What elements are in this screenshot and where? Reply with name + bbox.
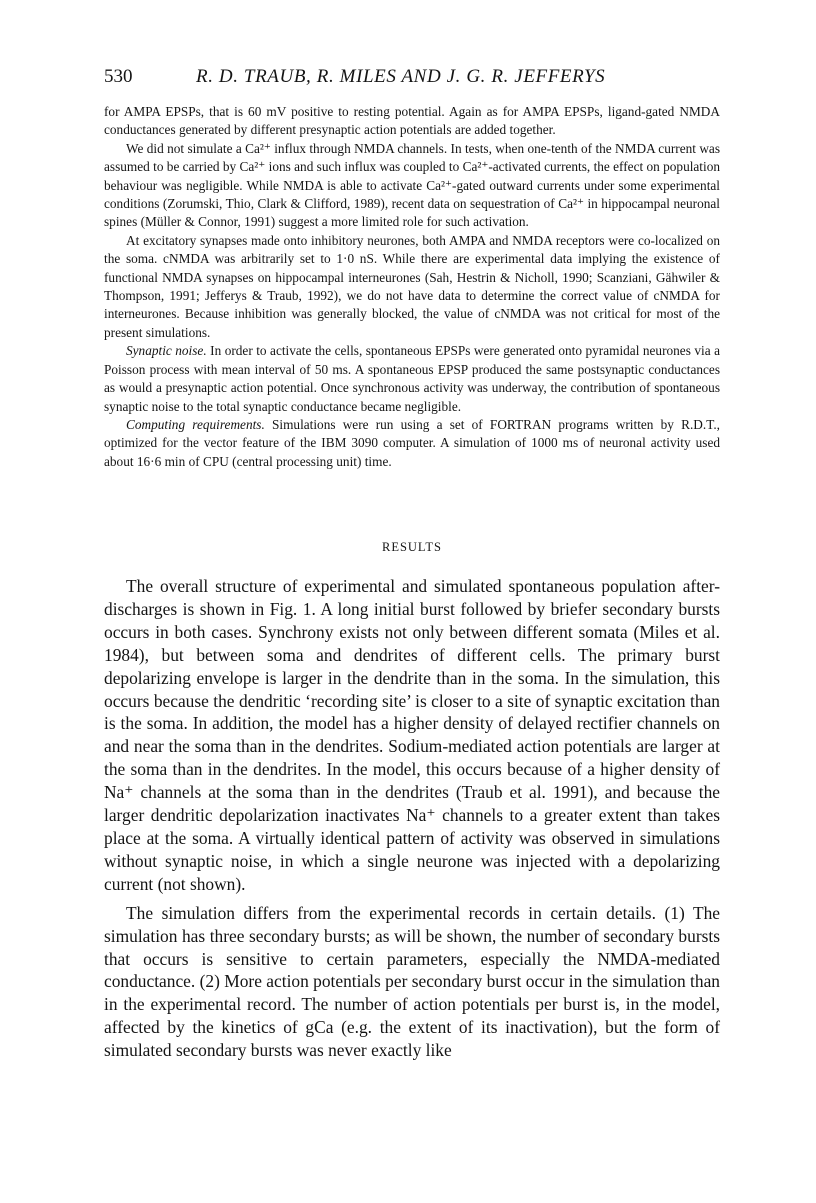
results-section: [104, 575, 720, 1062]
page-number: 530: [104, 66, 133, 87]
running-head: [104, 66, 720, 92]
running-title: R. D. TRAUB, R. MILES AND J. G. R. JEFFERYS: [196, 66, 606, 87]
methods-paragraph-2: We did not simulate a Ca²⁺ influx through NMDA channels. In tests, when one-tenth of the NMDA current was assumed to be carried by Ca²⁺ ions and such influx was coupled to Ca²⁺-activated currents, the effect on population behaviour was negligible. While NMDA is able to activate Ca²⁺-gated outward currents under some experimental conditions (Zorumski, Thio, Clark & Clifford, 1989), recent data on sequestration of Ca²⁺ in hippocampal neuronal spines (Müller & Connor, 1991) suggest a more limited role for such activation.: [104, 140, 720, 230]
methods-section: [104, 103, 720, 471]
methods-paragraph-1: for AMPA EPSPs, that is 60 mV positive to resting potential. Again as for AMPA EPSPs, ligand-gated NMDA conductances generated by different presynaptic action potentials are added together.: [104, 104, 720, 138]
results-paragraph-2: The simulation differs from the experimental records in certain details. (1) The simulation has three secondary bursts; as will be shown, the number of secondary bursts that occurs is sensitive to certain parameters, especially the NMDA-mediated conductance. (2) More action potentials per secondary burst occur in the simulation than in the experimental record. The number of action potentials per burst is, in the model, affected by the kinetics of gCa (e.g. the extent of its inactivation), but the form of simulated secondary bursts was never exactly like: [104, 902, 720, 1061]
results-paragraph-1: The overall structure of experimental and simulated spontaneous population after-discharges is shown in Fig. 1. A long initial burst followed by briefer secondary bursts occurs in both cases. Synchrony exists not only between different somata (Miles et al. 1984), but between soma and dendrites of different cells. The primary burst depolarizing envelope is larger in the dendrite than in the soma. In the simulation, this occurs because the dendritic ‘recording site’ is closer to a site of synaptic excitation than is the soma. In addition, the model has a higher density of delayed rectifier channels on and near the soma than in the dendrites. Sodium-mediated action potentials are larger at the soma than in the dendrites. In the model, this occurs because of a higher density of Na⁺ channels at the soma than in the dendrites (Traub et al. 1991), and because the larger dendritic depolarization inactivates Na⁺ channels to a greater extent than takes place at the soma. A virtually identical pattern of activity was observed in simulations without synaptic noise, in which a single neurone was injected with a depolarizing current (not shown).: [104, 576, 720, 894]
paragraph-lead-computing: Computing requirements.: [126, 416, 265, 432]
paragraph-body-synaptic-noise: In order to activate the cells, spontaneous EPSPs were generated onto pyramidal neurones via a Poisson process with mean interval of 50 ms. A spontaneous EPSP produced the same postsynaptic conductances as would a presynaptic action potential. Once synchronous activity was underway, the contribution of spontaneous synaptic noise to the total synaptic conductance became negligible.: [104, 343, 720, 414]
methods-paragraph-4: [104, 342, 720, 416]
section-heading-results: RESULTS: [381, 540, 443, 554]
methods-paragraph-5: [104, 416, 720, 471]
paragraph-body-computing: Simulations were run using a set of FORTRAN programs written by R.D.T., optimized for the vector feature of the IBM 3090 computer. A simulation of 1000 ms of neuronal activity used about 16·6 min of CPU (central processing unit) time.: [104, 416, 720, 469]
methods-paragraph-3: At excitatory synapses made onto inhibitory neurones, both AMPA and NMDA receptors were co-localized on the soma. cNMDA was arbitrarily set to 1·0 nS. While there are experimental data implying the existence of functional NMDA synapses on hippocampal interneurones (Sah, Hestrin & Nicholl, 1990; Scanziani, Gähwiler & Thompson, 1991; Jefferys & Traub, 1992), we do not have data to determine the correct value of cNMDA for interneurones. Because inhibition was generally blocked, the value of cNMDA was not critical for most of the present simulations.: [104, 232, 720, 340]
paragraph-lead-synaptic-noise: Synaptic noise.: [126, 343, 207, 359]
